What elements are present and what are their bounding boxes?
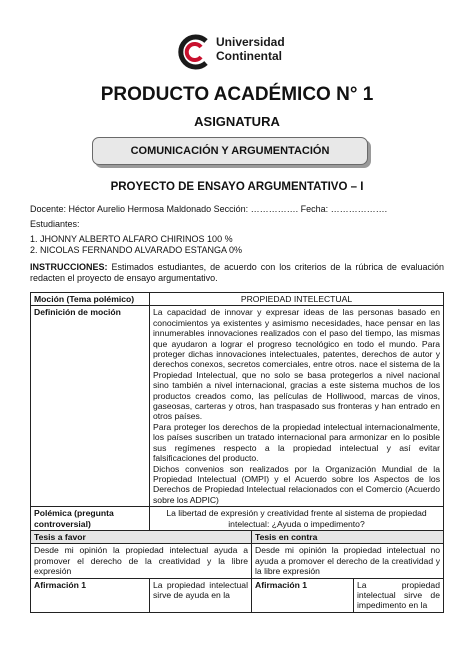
instructions-text: Estimados estudiantes, de acuerdo con los criterios de la rúbrica de evaluación redacten el proyecto de ensayo argumentativo. (30, 262, 444, 283)
table-row (31, 530, 444, 543)
polemica-value: La libertad de expresión y creatividad frente al sistema de propiedad intelectual: ¿Ayuda o impedimento? (150, 507, 444, 531)
logo-text-line2: Continental (216, 49, 282, 63)
document-title: PRODUCTO ACADÉMICO N° 1 (100, 84, 374, 105)
table-row (31, 507, 444, 531)
definition-paragraph-3: Dichos convenios son realizados por la Organización Mundial de la Propiedad Intelectual (OMPI) y el Acuerdo sobre los Aspectos de los Derechos de Propiedad Intelectual relacionados con el Comercio (Acuerdo sobre los ADPIC) (153, 463, 440, 505)
definition-paragraph-1: La capacidad de innovar y expresar ideas de las personas basado en conocimientos ya existentes y asimismo necesidades, hace pensar en las innumerables innovaciones realizados con el paso del tiempo, las mismas que ayudaron a lograr el progreso tecnológico en todo el mundo. Para proteger dichas innovaciones intelectuales, patentes, derechos de autor y derechos conexos, secretos comerciales, entre otros. nace el sistema de la Propiedad Intelectual, que no solo se basa protegerlos a nivel nacional sino también a nivel internacional, gracias a este sistema muchos de los productos creados como, las películas de Holliwood, marcas de vinos, gaseosas, carteras y otros, han traspasado sus fronteras y han entrado en otros países. (153, 307, 440, 422)
definition-paragraph-2: Para proteger los derechos de la propiedad intelectual internacionalmente, los países suscriben un tratado internacional para armonizar en lo posible sus regímenes respecto a la propiedad intelectual y así evitar falsificaciones del producto. (153, 421, 440, 464)
table-row (31, 293, 444, 306)
table-row (31, 306, 444, 507)
favor-text: Desde mi opinión la propiedad intelectual ayuda a promover el derecho de la creatividad y la libre expresión (31, 544, 252, 578)
af1-contra-label: Afirmación 1 (252, 578, 354, 612)
af1-label: Afirmación 1 (31, 578, 150, 612)
instructions-label: INSTRUCCIONES: (30, 262, 108, 272)
contra-label: Tesis en contra (252, 530, 444, 543)
table-row (31, 544, 444, 578)
logo-mark-icon (172, 32, 212, 72)
definition-cell (150, 306, 444, 507)
document-subtitle: ASIGNATURA (194, 114, 280, 129)
polemica-label: Polémica (pregunta controversial) (31, 507, 150, 531)
definition-label: Definición de moción (31, 306, 150, 507)
instructions (30, 262, 444, 284)
project-heading: PROYECTO DE ENSAYO ARGUMENTATIVO – I (110, 181, 364, 193)
af1-favor: La propiedad intelectual sirve de ayuda en la (150, 578, 252, 612)
student-1: 1. JHONNY ALBERTO ALFARO CHIRINOS 100 % (30, 234, 233, 244)
af1-contra: La propiedad intelectual sirve de impedimento en la (354, 578, 444, 612)
favor-label: Tesis a favor (31, 530, 252, 543)
motion-label: Moción (Tema polémico) (31, 293, 150, 306)
logo-text-line1: Universidad (216, 35, 285, 49)
student-2: 2. NICOLAS FERNANDO ALVARADO ESTANGA 0% (30, 245, 243, 255)
students-label: Estudiantes: (30, 219, 80, 229)
course-name-box (92, 137, 368, 165)
university-logo (172, 32, 292, 72)
table-row (31, 578, 444, 612)
docente-line: Docente: Héctor Aurelio Hermosa Maldonado Sección: ……………. Fecha: ………………. (30, 204, 388, 214)
contra-text: Desde mi opinión la propiedad intelectual no ayuda a promover el derecho de la creatividad y la libre expresión (252, 544, 444, 578)
course-name: COMUNICACIÓN Y ARGUMENTACIÓN (130, 145, 330, 157)
essay-table (30, 292, 444, 613)
motion-value: PROPIEDAD INTELECTUAL (150, 293, 444, 306)
